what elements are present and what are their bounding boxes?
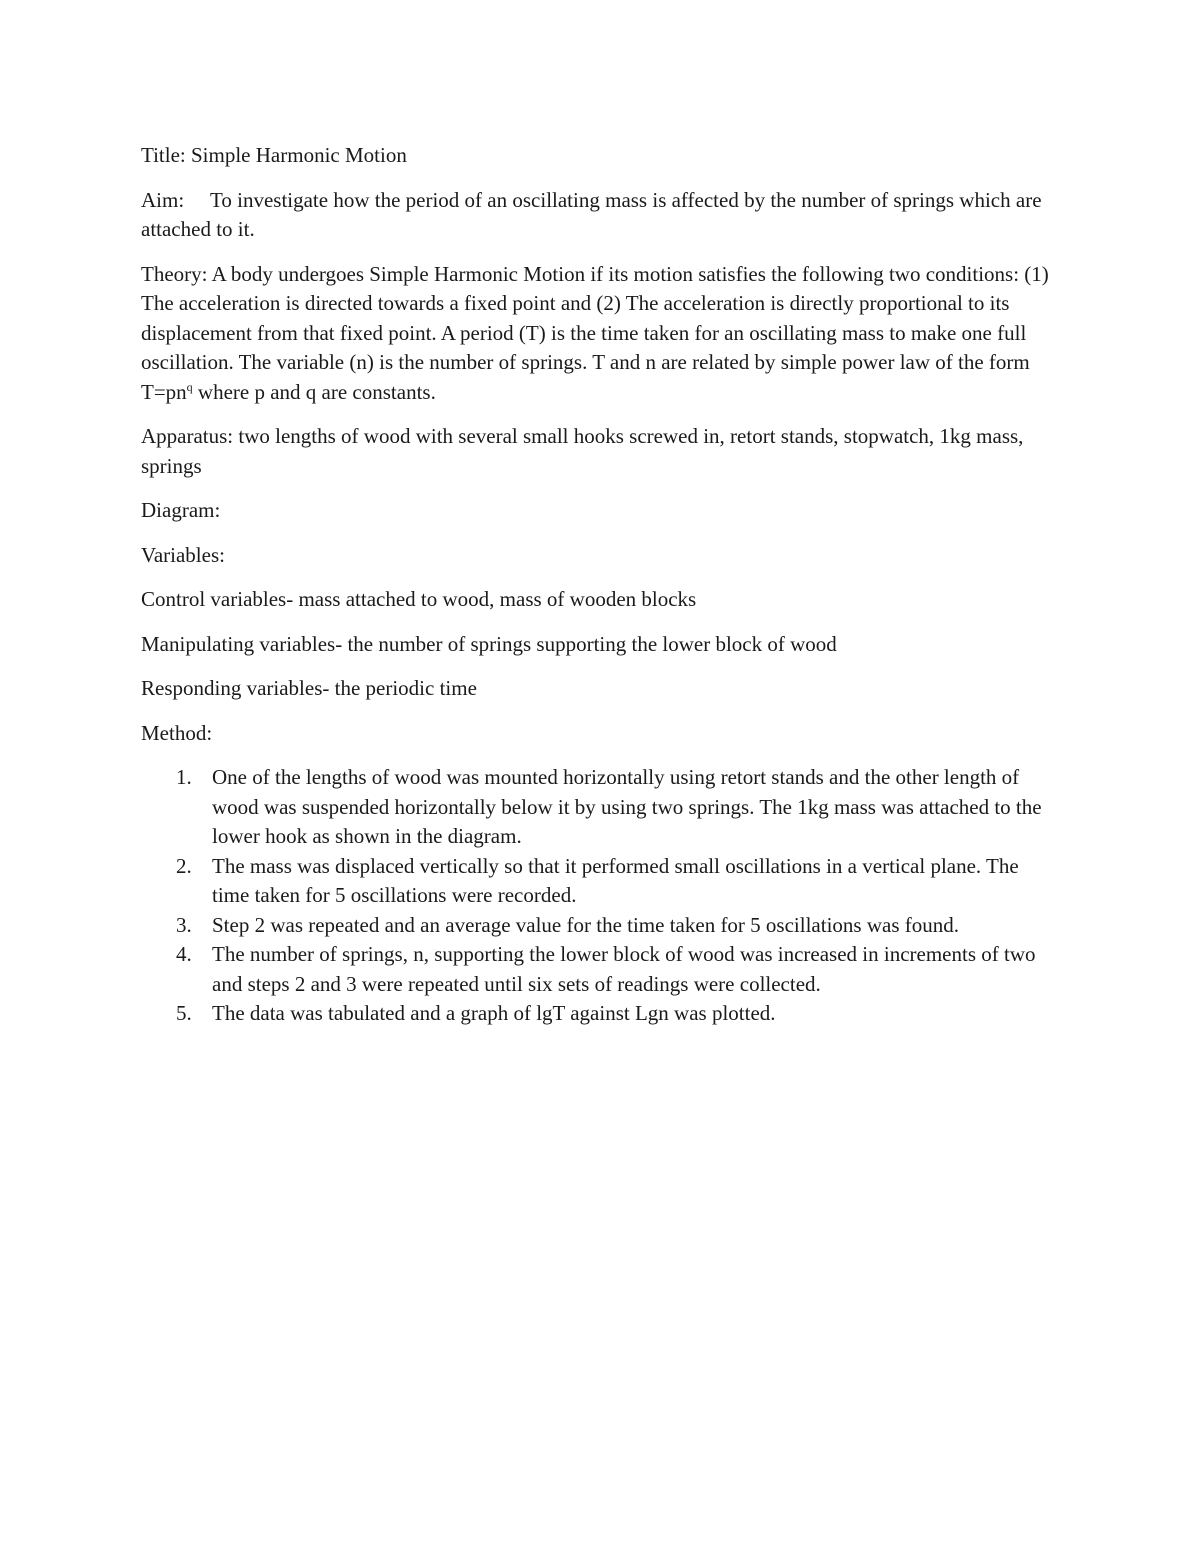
method-step-text: The data was tabulated and a graph of lgT against Lgn was plotted. <box>212 1001 776 1025</box>
aim-paragraph <box>141 186 1061 245</box>
aim-text: To investigate how the period of an oscillating mass is affected by the number of springs which are attached to it. <box>141 187 1042 241</box>
method-step <box>141 940 1061 999</box>
method-step-text: The mass was displaced vertically so that it performed small oscillations in a vertical plane. The time taken for 5 oscillations were recorded. <box>212 853 1019 907</box>
theory-text: Theory: A body undergoes Simple Harmonic Motion if its motion satisfies the following two conditions: (1) The acceleration is directed towards a fixed point and (2) The acceleration is directly proportional to its displacement from that fixed point. A period (T) is the time taken for an oscillating mass to make one full oscillation. The variable (n) is the number of springs. T and n are related by simple power law of the form T=pn <box>141 261 1049 404</box>
method-step <box>141 911 1061 941</box>
control-variables: Control variables- mass attached to wood, mass of wooden blocks <box>141 587 697 611</box>
theory-exponent: q <box>186 379 193 394</box>
method-step-number: 4. <box>176 942 192 966</box>
method-step-text: Step 2 was repeated and an average value for the time taken for 5 oscillations was found. <box>212 912 959 937</box>
method-step <box>141 999 1061 1029</box>
method-step-number: 2. <box>176 853 192 878</box>
document-body <box>141 141 1061 1029</box>
method-step-number: 1. <box>176 765 192 789</box>
diagram-label: Diagram: <box>141 498 221 522</box>
title-text: Simple Harmonic Motion <box>191 143 407 167</box>
apparatus-paragraph: Apparatus: two lengths of wood with several small hooks screwed in, retort stands, stopwatch, 1kg mass, springs <box>141 424 1024 478</box>
variables-label: Variables: <box>141 542 225 567</box>
title-paragraph <box>141 141 1061 171</box>
method-label: Method: <box>141 720 213 745</box>
method-step-text: One of the lengths of wood was mounted horizontally using retort stands and the other length of wood was suspended horizontally below it by using two springs. The 1kg mass was attached to the lower hook as shown in the diagram. <box>212 765 1042 848</box>
method-step-number: 5. <box>176 1001 192 1025</box>
method-step <box>141 852 1061 911</box>
title-label: Title: <box>141 143 186 167</box>
manipulating-variables: Manipulating variables- the number of springs supporting the lower block of wood <box>141 631 837 656</box>
responding-variables: Responding variables- the periodic time <box>141 676 477 700</box>
theory-text-end: where p and q are constants. <box>192 379 436 404</box>
aim-label: Aim: <box>141 187 185 212</box>
method-step <box>141 763 1061 852</box>
theory-paragraph <box>141 260 1061 408</box>
method-step-number: 3. <box>176 912 192 937</box>
method-steps-list <box>141 763 1061 1029</box>
method-step-text: The number of springs, n, supporting the lower block of wood was increased in increments of two and steps 2 and 3 were repeated until six sets of readings were collected. <box>212 942 1036 996</box>
